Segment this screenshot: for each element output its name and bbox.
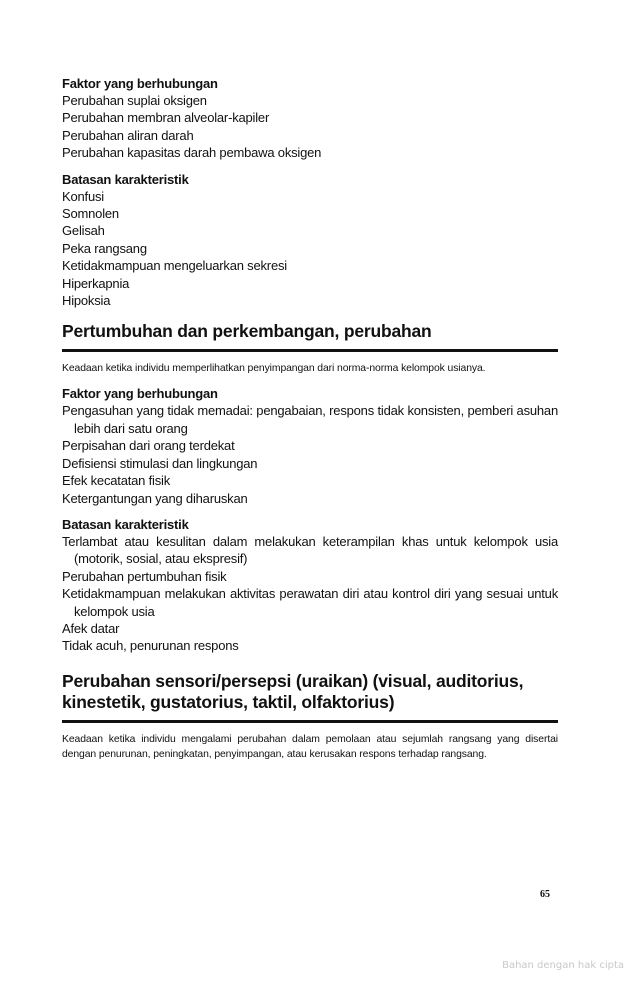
page-number: 65 (540, 889, 550, 900)
list-item: Pengasuhan yang tidak memadai: pengabaian, respons tidak konsisten, pemberi asuhan lebih dari satu orang (62, 403, 558, 436)
characteristics-list (62, 188, 558, 310)
related-factors-heading: Faktor yang berhubungan (62, 76, 218, 91)
related-factors-list (62, 402, 558, 506)
list-item: Tidak acuh, penurunan respons (62, 638, 239, 654)
list-item: Perubahan pertumbuhan fisik (62, 568, 227, 584)
related-factors-list (62, 92, 558, 162)
list-item: Ketidakmampuan melakukan aktivitas perawatan diri atau kontrol diri yang sesuai untuk kelompok usia (62, 586, 558, 619)
section-divider (62, 349, 558, 352)
list-item: Gelisah (62, 223, 105, 239)
list-item: Hiperkapnia (62, 275, 130, 291)
section-title: Pertumbuhan dan perkembangan, perubahan (62, 321, 432, 342)
list-item: Ketidakmampuan mengeluarkan sekresi (62, 258, 287, 274)
section-divider (62, 720, 558, 723)
list-item: Perubahan membran alveolar-kapiler (62, 110, 270, 126)
page-content (62, 76, 558, 762)
characteristics-list (62, 533, 558, 655)
related-factors-block (62, 76, 558, 162)
growth-development-section (62, 321, 558, 654)
list-item: Perpisahan dari orang terdekat (62, 438, 235, 454)
list-item: Defisiensi stimulasi dan lingkungan (62, 455, 258, 471)
section-definition: Keadaan ketika individu memperlihatkan penyimpangan dari norma-norma kelompok usianya. (62, 363, 486, 375)
list-item: Konfusi (62, 188, 104, 204)
section-title: Perubahan sensori/persepsi (uraikan) (visual, auditorius, kinestetik, gustatorius, taktil, olfaktorius) (62, 670, 524, 712)
list-item: Perubahan kapasitas darah pembawa oksigen (62, 145, 322, 161)
characteristics-block (62, 172, 558, 310)
list-item: Ketergantungan yang diharuskan (62, 490, 248, 506)
list-item: Perubahan suplai oksigen (62, 93, 207, 108)
list-item: Peka rangsang (62, 240, 147, 256)
sensory-perception-section (62, 671, 558, 762)
copyright-watermark: Bahan dengan hak cipta (502, 960, 624, 971)
list-item: Somnolen (62, 206, 119, 222)
list-item: Efek kecatatan fisik (62, 473, 170, 489)
list-item: Afek datar (62, 620, 120, 636)
list-item: Perubahan aliran darah (62, 127, 194, 143)
section-definition: Keadaan ketika individu mengalami perubahan dalam pemolaan atau sejumlah rangsang yang disertai dengan penurunan, peningkatan, penyimpangan, atau kerusakan respons terhadap rangsang. (62, 733, 558, 760)
related-factors-heading: Faktor yang berhubungan (62, 386, 218, 402)
characteristics-heading: Batasan karakteristik (62, 516, 189, 532)
list-item: Hipoksia (62, 293, 111, 309)
list-item: Terlambat atau kesulitan dalam melakukan keterampilan khas untuk kelompok usia (motorik, sosial, atau ekspresif) (62, 533, 558, 567)
characteristics-heading: Batasan karakteristik (62, 171, 189, 187)
